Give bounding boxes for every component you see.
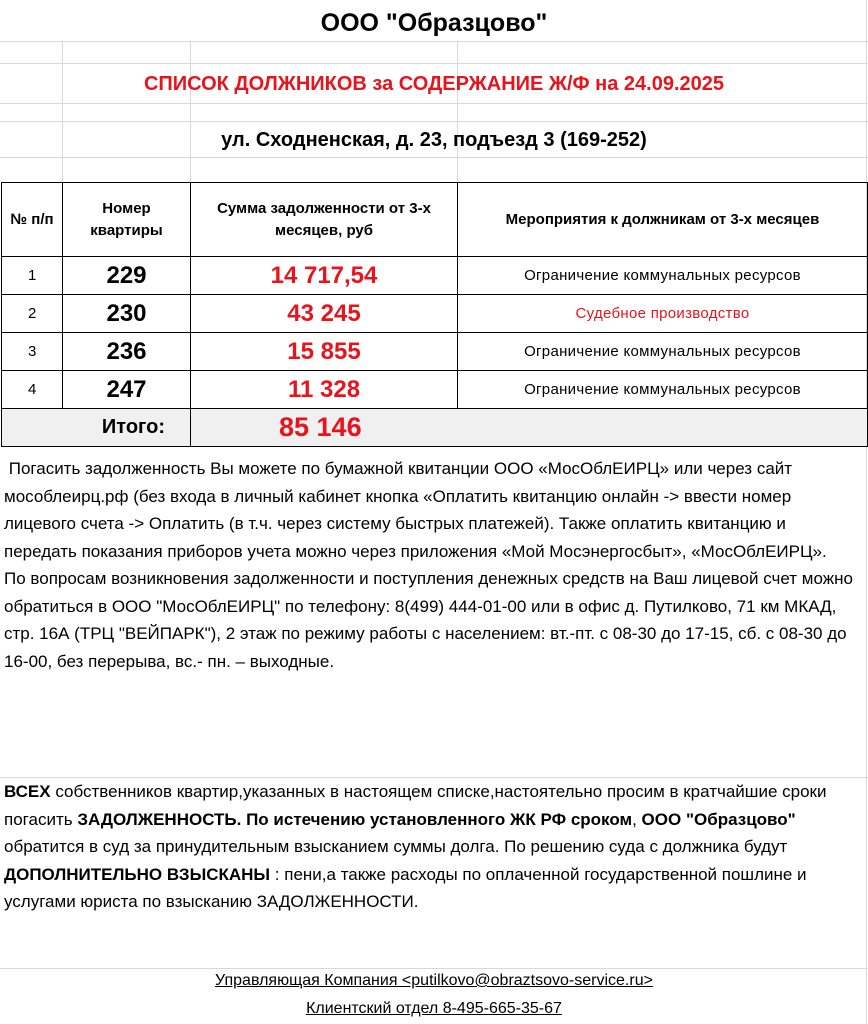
header-apartment: Номер квартиры xyxy=(63,183,191,257)
address: ул. Сходненская, д. 23, подъезд 3 (169-252) xyxy=(221,129,647,151)
table-row xyxy=(2,371,868,409)
total-sum: 85 146 xyxy=(191,409,868,447)
header-debt-sum: Сумма задолженности от 3-х месяцев, руб xyxy=(191,183,458,257)
header-row-number: № п/п xyxy=(2,183,63,257)
warning-text-2: , xyxy=(632,809,642,829)
table-row xyxy=(2,295,868,333)
total-label: Итого: xyxy=(2,409,191,447)
footer-company-line[interactable]: Управляющая Компания <putilkovo@obraztsovo-service.ru> xyxy=(215,972,653,989)
header-actions: Мероприятия к должникам от 3-х месяцев xyxy=(458,183,868,257)
apartment-number: 247 xyxy=(63,371,191,409)
warning-text-4: : пени,а также расходы по оплаченной государственной пошлине и услугами юриста по взысканию ЗАДОЛЖЕННОСТИ. xyxy=(4,864,807,911)
warning-text xyxy=(4,778,856,916)
gridline xyxy=(190,41,191,182)
apartment-number: 236 xyxy=(63,333,191,371)
table-row xyxy=(2,333,868,371)
list-title: СПИСОК ДОЛЖНИКОВ за СОДЕРЖАНИЕ Ж/Ф на 24.09.2025 xyxy=(143,73,725,95)
debt-sum: 15 855 xyxy=(191,333,458,371)
warning-bold-extra: ДОПОЛНИТЕЛЬНО ВЗЫСКАНЫ xyxy=(4,864,271,884)
apartment-number: 230 xyxy=(63,295,191,333)
apartment-number: 229 xyxy=(63,257,191,295)
debt-action: Ограничение коммунальных ресурсов xyxy=(458,371,868,409)
gridline xyxy=(0,63,868,64)
debt-sum: 11 328 xyxy=(191,371,458,409)
row-number: 3 xyxy=(2,333,63,371)
row-number: 1 xyxy=(2,257,63,295)
debt-action: Судебное производство xyxy=(458,295,868,333)
warning-text-1: собственников квартир,указанных в настоящем списке,настоятельно просим в кратчайшие сроки погасить xyxy=(4,782,827,829)
company-name: ООО "Образцово" xyxy=(320,9,548,37)
payment-info-text: Погасить задолженность Вы можете по бумажной квитанции ООО «МосОблЕИРЦ» или через сайт мособлеирц.рф (без входа в личный кабинет кнопка «Оплатить квитанцию онлайн -> ввести номер лицевого счета -> Оплатить (в т.ч. через систему быстрых платежей). Также оплатить квитанцию и передать показания приборов учета можно через приложения «Мой Мосэнергосбыт», «МосОблЕИРЦ». xyxy=(4,459,827,561)
payment-info-section xyxy=(4,455,856,675)
debt-sum: 14 717,54 xyxy=(191,257,458,295)
row-number: 2 xyxy=(2,295,63,333)
debtors-table xyxy=(1,182,868,447)
gridline xyxy=(457,41,458,182)
row-number: 4 xyxy=(2,371,63,409)
debt-action: Ограничение коммунальных ресурсов xyxy=(458,257,868,295)
gridline xyxy=(0,121,868,122)
warning-text-3: обратится в суд за принудительным взысканием суммы долга. По решению суда с должника будут xyxy=(4,837,788,856)
gridline xyxy=(0,41,868,42)
gridline xyxy=(0,968,868,969)
table-row xyxy=(2,257,868,295)
warning-bold-debt: ЗАДОЛЖЕННОСТЬ. По истечению установленного ЖК РФ сроком xyxy=(77,809,633,829)
gridline xyxy=(0,157,868,158)
gridline xyxy=(0,103,868,104)
contact-info-text: По вопросам возникновения задолженности и поступления денежных средств на Ваш лицевой счет можно обратиться в ООО "МосОблЕИРЦ" по телефону: 8(499) 444-01-00 или в офис д. Путилково, 71 км МКАД, стр. 16А (ТРЦ "ВЕЙПАРК"), 2 этаж по режиму работы с населением: вт.-пт. с 08-30 до 17-15, сб. с 08-30 до 16-00, без перерыва, вс.- пн. – выходные. xyxy=(4,569,853,671)
table-header-row xyxy=(2,183,868,257)
footer-client-line: Клиентский отдел 8-495-665-35-67 xyxy=(306,1000,562,1017)
warning-bold-company: ООО "Образцово" xyxy=(641,809,796,829)
warning-bold-all: ВСЕХ xyxy=(4,782,51,801)
debt-sum: 43 245 xyxy=(191,295,458,333)
total-row xyxy=(2,409,868,447)
gridline xyxy=(62,41,63,182)
debt-action: Ограничение коммунальных ресурсов xyxy=(458,333,868,371)
